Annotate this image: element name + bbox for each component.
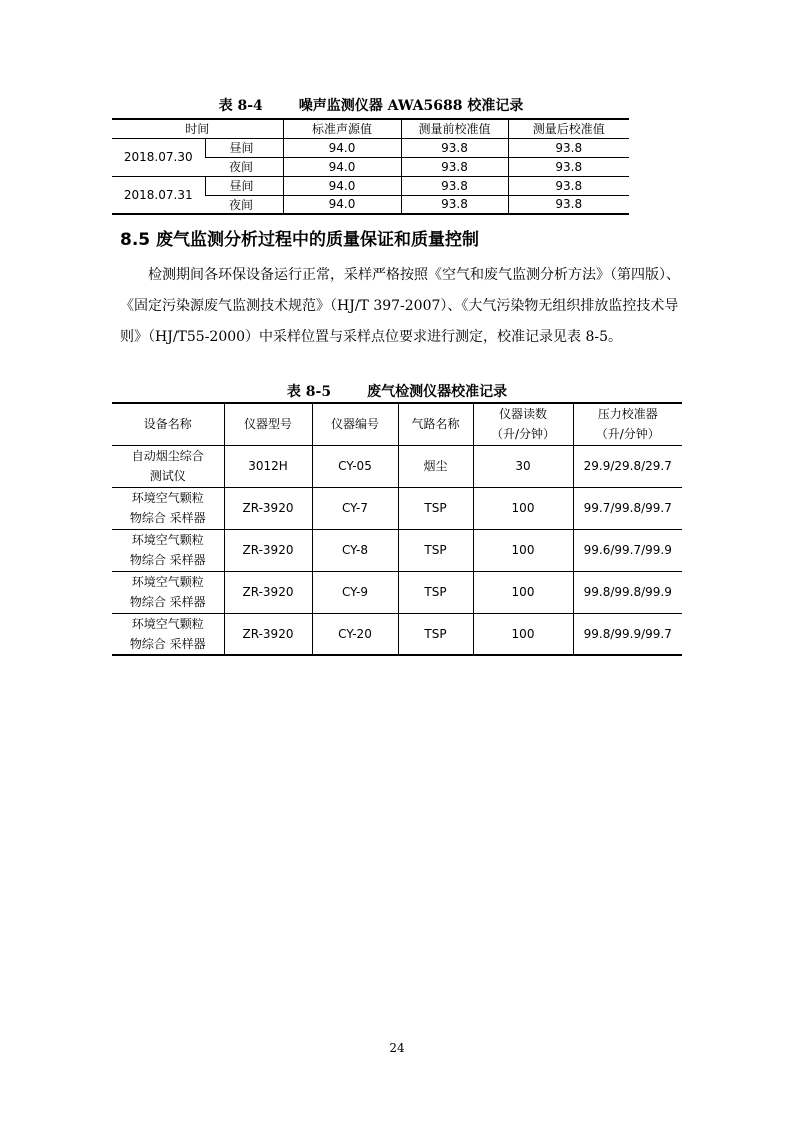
after-value-cell: 93.8 [508, 176, 629, 195]
gas-cell: TSP [398, 613, 473, 655]
calibration-cell: 99.7/99.8/99.7 [573, 487, 682, 529]
device-name-line2: 测试仪 [149, 469, 186, 483]
header-reading [473, 403, 573, 445]
table-row [112, 571, 682, 613]
date-cell: 2018.07.31 [112, 176, 205, 214]
body-paragraph [120, 260, 680, 353]
table-row [112, 176, 629, 195]
before-value-cell: 93.8 [401, 176, 508, 195]
device-name-line2: 物综合 采样器 [129, 553, 206, 567]
model-cell: ZR-3920 [224, 487, 312, 529]
table-8-4-title: 噪声监测仪器 AWA5688 校准记录 [298, 98, 524, 114]
header-calibrator-line2: （升/分钟） [595, 427, 660, 442]
before-value-cell: 93.8 [401, 195, 508, 214]
table-row [112, 487, 682, 529]
serial-cell: CY-9 [312, 571, 398, 613]
model-cell: ZR-3920 [224, 529, 312, 571]
calibration-cell: 99.8/99.8/99.9 [573, 571, 682, 613]
gas-cell: TSP [398, 571, 473, 613]
header-before-value: 测量前校准值 [401, 119, 508, 138]
shift-cell: 夜间 [205, 195, 283, 214]
reading-cell: 30 [473, 445, 573, 487]
header-reading-line2: （升/分钟） [490, 427, 556, 442]
device-name-cell [112, 487, 224, 529]
gas-cell: TSP [398, 529, 473, 571]
standard-value-cell: 94.0 [283, 176, 401, 195]
header-standard-value: 标准声源值 [283, 119, 401, 138]
header-model: 仪器型号 [224, 403, 312, 445]
standard-value-cell: 94.0 [283, 195, 401, 214]
reading-cell: 100 [473, 487, 573, 529]
gas-cell: TSP [398, 487, 473, 529]
after-value-cell: 93.8 [508, 138, 629, 157]
device-name-line1: 环境空气颗粒 [131, 491, 204, 505]
device-name-line2: 物综合 采样器 [129, 636, 206, 651]
device-name-line1: 环境空气颗粒 [131, 533, 204, 547]
header-serial: 仪器编号 [312, 403, 398, 445]
standard-value-cell: 94.0 [283, 138, 401, 157]
model-cell: 3012H [224, 445, 312, 487]
device-name-line2: 物综合 采样器 [129, 511, 206, 525]
table-header-row [112, 403, 682, 445]
date-cell: 2018.07.30 [112, 138, 205, 176]
reading-cell: 100 [473, 529, 573, 571]
calibration-cell: 99.8/99.9/99.7 [573, 613, 682, 655]
shift-cell: 夜间 [205, 157, 283, 176]
header-time: 时间 [112, 119, 283, 138]
standard-value-cell: 94.0 [283, 157, 401, 176]
shift-cell: 昼间 [205, 176, 283, 195]
model-cell: ZR-3920 [224, 571, 312, 613]
header-gas-path: 气路名称 [398, 403, 473, 445]
device-name-line1: 环境空气颗粒 [131, 616, 204, 631]
gas-cell: 烟尘 [398, 445, 473, 487]
device-name-cell [112, 529, 224, 571]
table-row [112, 613, 682, 655]
device-name-cell [112, 571, 224, 613]
reading-cell: 100 [473, 613, 573, 655]
calibration-cell: 99.6/99.7/99.9 [573, 529, 682, 571]
serial-cell: CY-7 [312, 487, 398, 529]
page-number: 24 [389, 1041, 405, 1055]
header-reading-line1: 仪器读数 [498, 407, 547, 422]
table-8-5-caption [112, 381, 682, 401]
table-8-4-caption [112, 95, 630, 115]
paragraph-text: 检测期间各环保设备运行正常，采样严格按照《空气和废气监测分析方法》（第四版）、《固定污染源废气监测技术规范》（HJ/T 397-2007）、《大气污染物无组织排放监控技术导则》（HJ/T55-2000）中采样位置与采样点位要求进行测定，校准记录见表 8-5。 [120, 267, 680, 345]
table-row [112, 445, 682, 487]
table-8-5-title: 废气检测仪器校准记录 [367, 384, 508, 400]
serial-cell: CY-8 [312, 529, 398, 571]
header-device-name: 设备名称 [112, 403, 224, 445]
table-row [112, 529, 682, 571]
before-value-cell: 93.8 [401, 157, 508, 176]
table-row [112, 138, 629, 157]
model-cell: ZR-3920 [224, 613, 312, 655]
serial-cell: CY-05 [312, 445, 398, 487]
shift-cell: 昼间 [205, 138, 283, 157]
gas-instrument-calibration-table [112, 402, 682, 656]
after-value-cell: 93.8 [508, 195, 629, 214]
reading-cell: 100 [473, 571, 573, 613]
device-name-cell [112, 613, 224, 655]
noise-calibration-table [112, 118, 629, 215]
device-name-cell [112, 445, 224, 487]
device-name-line2: 物综合 采样器 [129, 595, 206, 609]
calibration-cell: 29.9/29.8/29.7 [573, 445, 682, 487]
header-calibrator [573, 403, 682, 445]
header-after-value: 测量后校准值 [508, 119, 629, 138]
serial-cell: CY-20 [312, 613, 398, 655]
table-8-5-number: 表 8-5 [286, 384, 332, 400]
section-heading: 8.5 废气监测分析过程中的质量保证和质量控制 [120, 230, 480, 250]
device-name-line1: 环境空气颗粒 [131, 575, 204, 589]
table-8-4-number: 表 8-4 [218, 98, 263, 114]
table-header-row [112, 119, 629, 138]
before-value-cell: 93.8 [401, 138, 508, 157]
device-name-line1: 自动烟尘综合 [131, 449, 204, 463]
header-calibrator-line1: 压力校准器 [597, 407, 658, 422]
after-value-cell: 93.8 [508, 157, 629, 176]
